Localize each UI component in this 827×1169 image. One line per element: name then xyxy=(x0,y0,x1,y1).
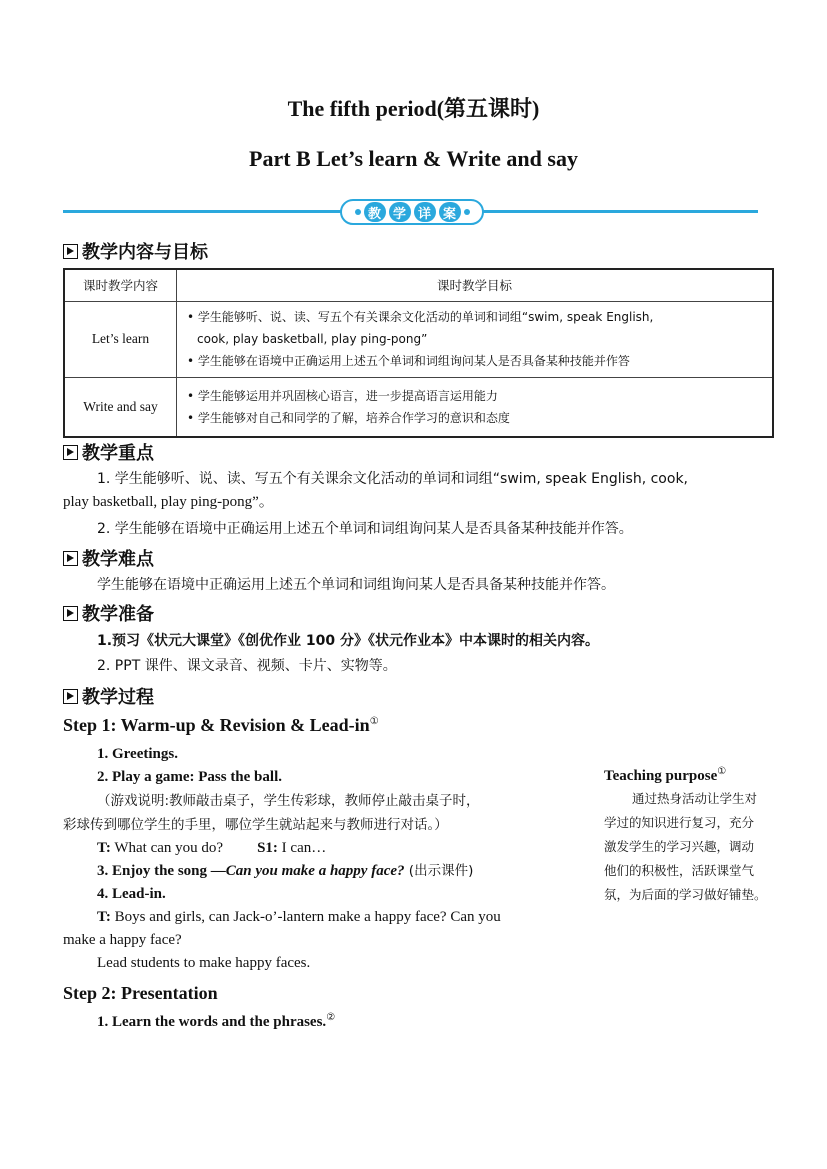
dialogue-line: T: What can you do? S1: I can… xyxy=(97,840,327,856)
banner-dot-icon xyxy=(355,209,361,215)
game-note: （游戏说明:教师敲击桌子，学生传彩球，教师停止敲击桌子时， xyxy=(97,793,480,809)
table-header-row xyxy=(64,269,773,301)
play-triangle-icon xyxy=(63,689,78,704)
step1-body xyxy=(63,743,563,975)
banner-char: 案 xyxy=(439,202,461,222)
section-heading-preparation: 教学准备 xyxy=(63,601,154,625)
step2-item: 1. Learn the words and the phrases.② xyxy=(97,1012,336,1030)
goal-item: cook, play basketball, play ping-pong” xyxy=(197,332,428,346)
banner-badge xyxy=(340,199,484,225)
objectives-table xyxy=(63,268,774,438)
step2-heading: Step 2: Presentation xyxy=(63,983,218,1003)
footnote-mark: ① xyxy=(717,766,727,777)
footnote-mark: ① xyxy=(369,716,379,727)
preparation-text: 1.预习《状元大课堂》《创优作业 100 分》《状元作业本》中本课时的相关内容。 2. PPT 课件、课文录音、视频、卡片、实物等。 xyxy=(97,633,600,674)
section-heading-process: 教学过程 xyxy=(63,684,154,708)
difficulties-text: 学生能够在语境中正确运用上述五个单词和词组询问某人是否具备某种技能并作答。 xyxy=(97,577,615,593)
goal-item: • 学生能够在语境中正确运用上述五个单词和词组询问某人是否具备某种技能并作答 xyxy=(187,354,630,368)
banner-char: 学 xyxy=(389,202,411,222)
banner-dot-icon xyxy=(464,209,470,215)
game-note: 彩球传到哪位学生的手里，哪位学生就站起来与教师进行对话。） xyxy=(63,817,448,833)
leadin-title: 4. Lead-in. xyxy=(97,886,166,902)
play-triangle-icon xyxy=(63,551,78,566)
table-header-content: 课时教学内容 xyxy=(64,269,177,301)
goal-item: • 学生能够对自己和同学的了解，培养合作学习的意识和态度 xyxy=(187,410,510,425)
key-points-text: 1. 学生能够听、说、读、写五个有关课余文化活动的单词和词组“swim, speak English, cook, play basketball, play ping-pong”。 2. 学生能够在语境中正确运用上述五个单词和词组询问某人是否具备某种技能并作答。 xyxy=(63,471,688,537)
page-subtitle: Part B Let’s learn & Write and say xyxy=(249,146,578,171)
table-cell-content: Let’s learn xyxy=(64,301,177,377)
banner-char: 教 xyxy=(364,202,386,222)
table-row xyxy=(64,301,773,377)
lead-students: Lead students to make happy faces. xyxy=(97,955,311,971)
goal-item: • 学生能够听、说、读、写五个有关课余文化活动的单词和词组“swim, speak English, xyxy=(187,310,654,324)
play-triangle-icon xyxy=(63,606,78,621)
table-header-goals: 课时教学目标 xyxy=(177,269,774,301)
game-title: 2. Play a game: Pass the ball. xyxy=(97,769,282,785)
table-cell-goals xyxy=(177,377,774,437)
table-cell-goals xyxy=(177,301,774,377)
play-triangle-icon xyxy=(63,244,78,259)
dialogue-line-cont: make a happy face? xyxy=(63,932,182,948)
dialogue-line: T: Boys and girls, can Jack-o’-lantern make a happy face? Can you xyxy=(97,909,501,925)
section-heading-key-points: 教学重点 xyxy=(63,440,154,464)
footnote-mark: ② xyxy=(326,1012,336,1023)
banner-char: 详 xyxy=(414,202,436,222)
goal-item: • 学生能够运用并巩固核心语言，进一步提高语言运用能力 xyxy=(187,388,498,403)
greetings: 1. Greetings. xyxy=(97,746,178,762)
section-heading-content-goals: 教学内容与目标 xyxy=(63,239,208,263)
step1-heading: Step 1: Warm-up & Revision & Lead-in① xyxy=(63,715,379,735)
table-row xyxy=(64,377,773,437)
section-heading-difficulties: 教学难点 xyxy=(63,546,154,570)
table-cell-content: Write and say xyxy=(64,377,177,437)
sidebar-text: 通过热身活动让学生对 学过的知识进行复习，充分 激发学生的学习兴趣，调动 他们的积极性，活跃课堂气 氛，为后面的学习做好铺垫。 xyxy=(604,791,767,902)
play-triangle-icon xyxy=(63,445,78,460)
teaching-purpose-sidebar xyxy=(604,760,782,907)
sidebar-title: Teaching purpose① xyxy=(604,766,727,784)
page-title: The fifth period(第五课时) xyxy=(287,96,540,121)
song-line: 3. Enjoy the song —Can you make a happy face? (出示课件) xyxy=(97,863,474,879)
